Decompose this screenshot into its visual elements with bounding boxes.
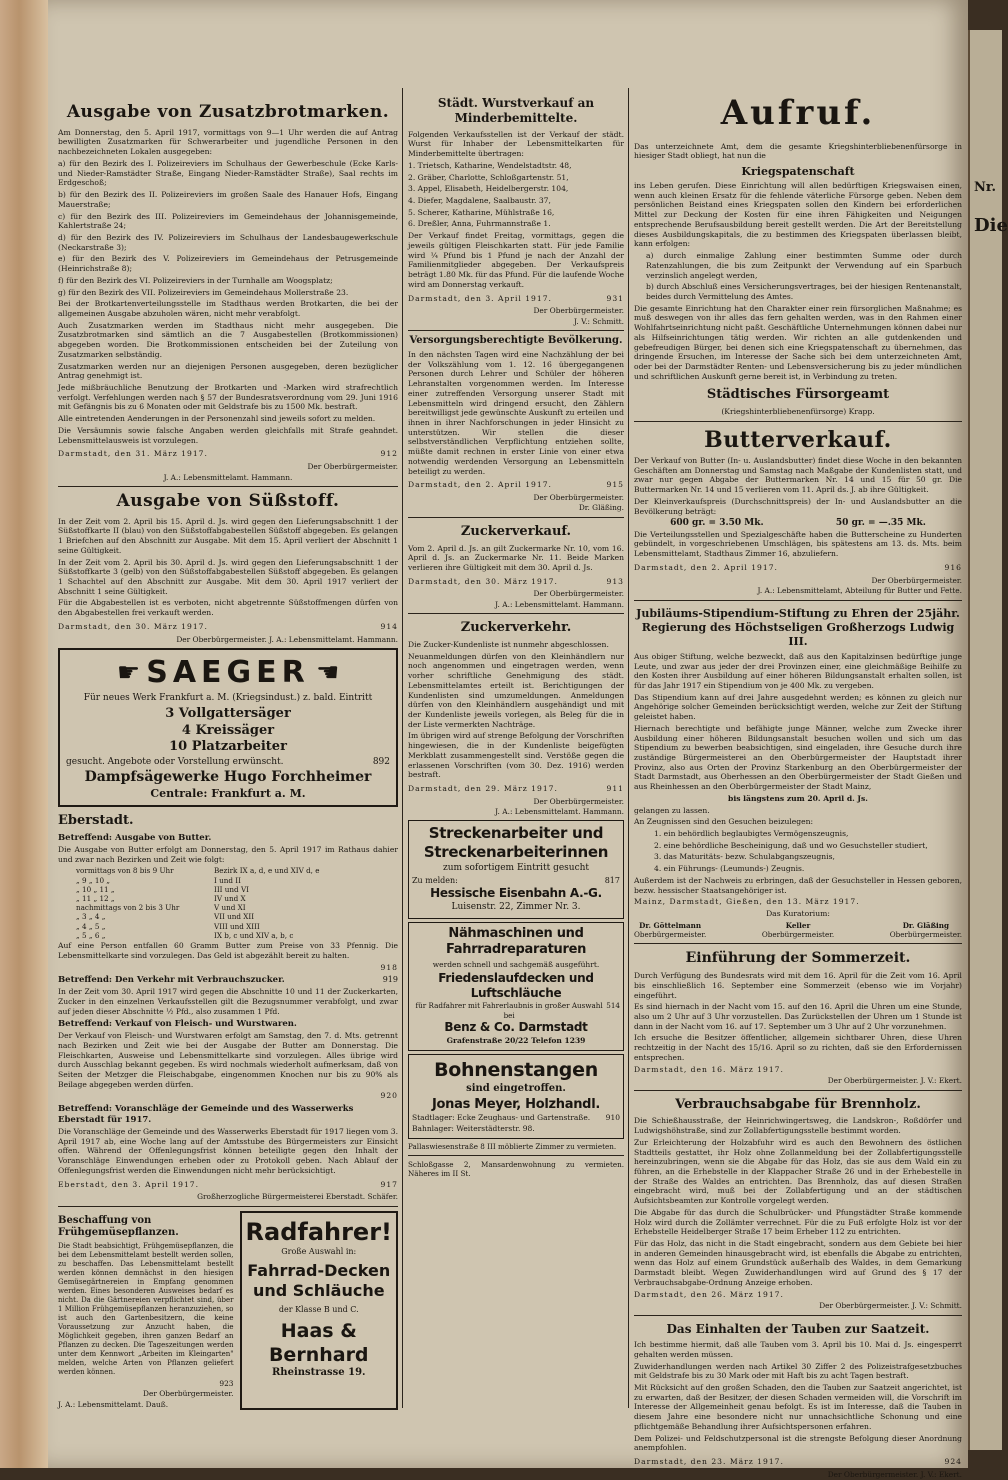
- notice-wurstverkauf: [408, 96, 624, 326]
- notice-eberstadt: [58, 813, 398, 1201]
- notice-text: Für das Holz, das nicht in die Stadt eingebracht, sondern aus dem Gebiete bei hier in anderen Gemeinden hinausgebracht wird, ist ebenfalls die Abgabe zu entrichten, wenn das Holz auf einem Grundstück außerhalb des Waldes, in dem Gemarkung Darmstadt bleibt. Wegen Zuwiderhandlungen wird auf Grund des § 17 der Verbrauchsabgabe-Ordnung Anzeige erhoben.: [634, 1239, 962, 1287]
- notice-fruehgemuese: [58, 1211, 234, 1410]
- notice-text: Die Voranschläge der Gemeinde und des Wasserwerks Eberstadt für 1917 liegen vom 3. April 1917 ab, eine Woche lang auf der Amtsstube des Bürgermeisters zur Einsicht offen. Während der Offenlegungsfrist können beteiligte gegen den Inhalt der Voranschläge Einwendungen erheben oder zu Protokoll geben. Nach Ablauf der Offenlegungsfrist werden die Einwendungen nicht mehr berücksichtigt.: [58, 1126, 398, 1175]
- schedule-row: nachmittags von 2 bis 3 Uhr V und XI: [76, 903, 246, 913]
- notice-sommerzeit: [634, 950, 962, 1086]
- notice-title: Versorgungsberechtigte Bevölkerung.: [409, 335, 623, 347]
- notice-versorgung: [408, 335, 624, 513]
- notice-text: Im übrigen wird auf strenge Befolgung der Vorschriften hingewiesen, die in der Kundenliste beigefügten Merkblatt zusammengestellt sind. Verstöße gegen die erlassenen Vorschriften (vom 30. Dez. 1916) werden bestraft.: [408, 731, 624, 780]
- ad-title: Bohnenstangen: [434, 1058, 598, 1081]
- notice-date: Darmstadt, den 23. März 1917.: [634, 1457, 784, 1467]
- list-item: 4. ein Führungs- (Leumunds-) Zeugnis.: [654, 864, 805, 874]
- column-3: [634, 92, 962, 1480]
- notice-text: Die Versäumnis sowie falsche Angaben werden gleichfalls mit Strafe geahndet. Lebensmittelausweis ist vorzulegen.: [58, 425, 398, 445]
- notice-date: Darmstadt, den 29. März 1917.: [408, 784, 558, 794]
- signatures: [634, 921, 962, 939]
- ad-streckenarbeiter: [408, 820, 624, 919]
- notice-number: 920: [380, 1091, 398, 1101]
- list-item: a) durch einmalige Zahlung einer bestimmten Summe oder durch Ratenzahlungen, die bis zum Zeitpunkt der Verwendung auf ein Sparbuch verzinslich angelegt werden,: [646, 251, 962, 280]
- notice-title: Jubiläums-Stipendium-Stiftung zu Ehren der 25jähr. Regierung des Höchstseligen Großherzogs Ludwig III.: [636, 606, 960, 648]
- signatory-title: Oberbürgermeister.: [889, 929, 962, 939]
- signature: Der Oberbürgermeister. J. V.: Schmitt.: [819, 1301, 962, 1311]
- notice-text: Das Stipendium kann auf drei Jahre ausgedehnt werden; es können zu gleich nur Angehörige solcher Gemeinden berücksichtigt werden, welche zur Zeit der Stiftung geleistet haben.: [634, 692, 962, 722]
- notice-title: Verbrauchsabgabe für Brennholz.: [675, 1096, 921, 1112]
- subject-line: Betreffend: Den Verkehr mit Verbrauchszucker. 919: [58, 975, 398, 986]
- notice-text: Vom 2. April d. Js. an gilt Zuckermarke Nr. 10, vom 16. April d. Js. an Zuckermarke Nr. 11. Beide Marken verlieren ihre Gültigkeit mit dem 30. April d. Js.: [408, 543, 624, 573]
- ad-text: sind eingetroffen.: [466, 1083, 566, 1094]
- notice-text: ins Leben gerufen. Diese Einrichtung will allen bedürftigen Kriegswaisen einen, wenn auch kleinen Ersatz für die fehlende väterliche Fürsorge geben. Neben dem persönlichen Beistand eines Kriegspaten sollen den Kindern bei erforderlichen Mittel zur Deckung der Kosten für eine ihren Fähigkeiten und Neigungen entsprechende Berufsausbildung bereit gestellt werden. Die Art der Bereitstellung dieses Ausbildungskapitals, die zu bestimmen des Kriegspaten überlassen bleibt, kann erfolgen:: [634, 181, 962, 249]
- signature: J. A.: Lebensmittelamt. Hammann.: [495, 807, 624, 817]
- schedule-row: vormittags von 8 bis 9 Uhr Bezirk IX a, d, e und XIV d, e: [76, 866, 320, 876]
- ad-text: Centrale: Frankfurt a. M.: [150, 787, 306, 801]
- divider: [634, 943, 962, 944]
- ad-text: für Radfahrer mit Fahrerlaubnis in großer Auswahl bei: [415, 1001, 603, 1020]
- ad-address: Stadtlager: Ecke Zeughaus- und Gartenstraße.: [412, 1113, 591, 1123]
- notice-zuckerverkauf: [408, 524, 624, 609]
- notice-suessstoff: [58, 491, 398, 644]
- notice-text: Am Donnerstag, den 5. April 1917, vormittags von 9—1 Uhr werden die auf Antrag bewilligten Zusatzmarken für Schwerarbeiter und jugendliche Personen in den nachbezeichneten Lokalen ausgegeben:: [58, 127, 398, 157]
- schedule-row: „ 9 „ 10 „ I und II: [76, 875, 241, 885]
- signature: Der Oberbürgermeister.: [307, 462, 398, 472]
- signature: J. A.: Lebensmittelamt. Hammann.: [495, 599, 624, 609]
- organization-name: Städtisches Fürsorgeamt: [706, 387, 890, 403]
- ad-number: 892: [372, 756, 390, 767]
- price: 600 gr. = 3.50 Mk.: [670, 518, 764, 529]
- signature: Der Oberbürgermeister. J. A.: Lebensmittelamt. Hammann.: [176, 634, 398, 644]
- notice-number: 912: [380, 449, 398, 459]
- notice-text: Auf eine Person entfallen 60 Gramm Butter zum Preise von 33 Pfennig. Die Lebensmittelkarte sind vorzulegen. Das Geld ist abgezählt bereit zu halten.: [58, 941, 398, 960]
- schedule-row: „ 3 „ 4 „ VII und XII: [76, 912, 255, 922]
- notice-subtitle: Kriegspatenschaft: [741, 164, 855, 178]
- signature: Der Oberbürgermeister. J. V.: Ekert.: [827, 1076, 962, 1086]
- notice-text: Die Verteilungsstellen und Spezialgeschäfte haben die Butterscheine zu Hunderten gebündelt, in vorgeschriebenen Umschlägen, bis spätestens am 13. ds. Mts. beim Lebensmittelamt, Stadthaus Zimmer 16, abzuliefern.: [634, 529, 962, 559]
- column-rule: [402, 88, 403, 1408]
- signatory: Dr. Göttelmann: [639, 920, 702, 930]
- signature: Der Oberbürgermeister.: [533, 796, 624, 806]
- divider: [408, 330, 624, 331]
- notice-text: Die Ausgabe von Butter erfolgt am Donnerstag, den 5. April 1917 im Rathaus dahier und zwar nach Bezirken und Zeit wie folgt:: [58, 844, 398, 864]
- notice-title: Eberstadt.: [58, 813, 134, 829]
- notice-title: Zuckerverkauf.: [460, 523, 572, 539]
- schedule-row: „ 4 „ 5 „ VIII und XIII: [76, 921, 260, 931]
- list-item: 1. Trietsch, Katharine, Wendelstadtstr. 48,: [408, 160, 572, 170]
- notice-number: 924: [944, 1457, 962, 1467]
- signature: Der Oberbürgermeister.: [533, 493, 624, 503]
- list-item: b) durch Abschluß eines Versicherungsvertrages, bei der hiesigen Rentenanstalt, beides durch Vermittelung des Amtes.: [646, 282, 962, 301]
- notice-title: Ausgabe von Zusatzbrotmarken.: [66, 102, 390, 122]
- list-item: 1. ein behördlich beglaubigtes Vermögenszeugnis,: [654, 829, 849, 838]
- notice-number: 914: [380, 621, 398, 631]
- list-item: 5. Scherer, Katharine, Mühlstraße 16,: [408, 207, 555, 217]
- notice-text: Hiernach berechtigte und befähigte junge Männer, welche zum Zwecke ihrer Ausbildung einer höheren Bildungsanstalt besuchen wollen und sich um das Stipendium zu bewerben beabsichtigen, sind eingeladen, ihre Gesuche durch ihre zuständige Bürgermeisterei an den Oberbürgermeister der Hauptstadt ihrer Provinz, also aus Orten der Provinz Starkenburg an den Oberbürgermeister der Stadt Darmstadt, aus Oberhessen an den Oberbürgermeister der Stadt Gießen und aus Rheinhessen an den Oberbürgermeister der Stadt Mainz,: [634, 723, 962, 792]
- notice-text: Dem Polizei- und Feldschutzpersonal ist die strengste Befolgung dieser Anordnung anempfohlen.: [634, 1433, 962, 1453]
- ad-address: Grafenstraße 20/22 Telefon 1239: [446, 1036, 586, 1046]
- notice-text: Für die Abgabestellen ist es verboten, nicht abgetrennte Süßstoffmengen dürfen von den Abgabestellen frei verkauft werden.: [58, 598, 398, 618]
- ad-text: Zu melden:: [412, 875, 458, 885]
- notice-text: Jede mißbräuchliche Benutzung der Brotkarten und -Marken wird strafrechtlich verfolgt. Verfehlungen werden nach § 57 der Bundesratsverordnung vom 29. Juni 1916 mit Gefängnis bis zu 6 Monaten oder mit Geldstrafe bis zu 1500 Mk. bestraft.: [58, 383, 398, 412]
- signatory-title: Oberbürgermeister.: [761, 929, 835, 939]
- notice-title: Zuckerverkehr.: [460, 620, 572, 636]
- deadline: bis längstens zum 20. April d. Js.: [728, 793, 868, 803]
- notice-text: Zuwiderhandlungen werden nach Artikel 30 Ziffer 2 des Polizeistrafgesetzbuches mit Geldstrafe bis zu 30 Mark oder mit Haft bis zu acht Tagen bestraft.: [634, 1361, 962, 1381]
- ad-text: Große Auswahl in:: [281, 1247, 357, 1257]
- ad-text: 10 Platzarbeiter: [169, 739, 287, 755]
- notice-tauben: [634, 1322, 962, 1479]
- notice-text: Die Abgabe für das durch die Schulbrücker- und Pfungstädter Straße kommende Holz wird durch die Zollämter verrechnet. Für die zu Fuß erfolgte Holz ist vor der Erhebstelle Heidelberger Straße 17 beim Erheber 112 zu entrichten.: [634, 1207, 962, 1237]
- notice-title: Ausgabe von Süßstoff.: [116, 490, 340, 511]
- subject-line: Betreffend: Voranschläge der Gemeinde und des Wasserwerks Eberstadt für 1917.: [58, 1104, 354, 1126]
- notice-text: Auch Zusatzmarken werden im Stadthaus nicht mehr ausgegeben. Die Zusatzbrotmarken sind sämtlich an die 7 Ausgabestellen (Brotkommissionen) abgegeben worden. Die Brotkommissionen entscheiden bei der Zuteilung von Zusatzmarken selbständig.: [58, 320, 398, 359]
- ad-number: 910: [605, 1113, 620, 1123]
- notice-text: Zusatzmarken werden nur an diejenigen Personen ausgegeben, deren bezüglicher Antrag genehmigt ist.: [58, 361, 398, 381]
- ad-title: Nähmaschinen und Fahrradreparaturen: [445, 925, 587, 958]
- subject-line: Betreffend: Ausgabe von Butter.: [58, 833, 212, 843]
- book-binding: [0, 0, 49, 1468]
- notice-number: 911: [606, 784, 624, 794]
- notice-number: 917: [380, 1179, 398, 1189]
- list-item: b) für den Bezirk des II. Polizeireviers im großen Saale des Hanauer Hofs, Eingang Mauerstraße;: [58, 190, 398, 209]
- signature: Der Oberbürgermeister.: [871, 575, 962, 585]
- notice-text: Aus obiger Stiftung, welche bezweckt, daß aus den Kapitalzinsen bedürftige junge Leute, und zwar aus jeder der drei Provinzen einer, eine gleichmäßige Beihilfe zu den Kosten ihrer Ausbildung auf einer höheren Bildungsanstalt erhalten sollen, ist für das Jahr 1917 ein Stipendium von je 400 Mk. zu vergeben.: [634, 651, 962, 690]
- notice-text: Bei der Brotkartenverteilungsstelle im Stadthaus werden Brotkarten, die bei der allgemeinen Ausgabe abzuholen wären, nicht mehr verabfolgt.: [58, 299, 398, 318]
- schedule-row: „ 5 „ 6 „ IX b, c und XIV a, b, c: [76, 930, 294, 940]
- signature: J. A.: Lebensmittelamt, Abteilung für Butter und Fette.: [757, 586, 962, 596]
- notice-date: Darmstadt, den 16. März 1917.: [634, 1064, 784, 1074]
- edge-text-a: Nr.: [974, 180, 997, 195]
- notice-date: Darmstadt, den 2. April 1917.: [408, 480, 552, 490]
- list-item: 2. eine behördliche Bescheinigung, daß und wo Gesuchsteller studiert,: [654, 840, 928, 850]
- notice-text: In der Zeit vom 2. April bis 15. April d. Js. wird gegen den Lieferungsabschnitt 1 der Süßstoffkarte II (blau) von den Süßstoffabgabestellen Süßstoff abgegeben. Es gelangen 1 Briefchen auf den Abschnitt zur Ausgabe. Mit dem 15. April verliert der Abschnitt 1 seine Gültigkeit.: [58, 516, 398, 555]
- ad-title: Radfahrer!: [245, 1217, 392, 1246]
- column-1: [58, 92, 398, 1410]
- pointing-hand-icon: ☛: [116, 657, 141, 688]
- subject-line: Betreffend: Verkauf von Fleisch- und Wurstwaren.: [58, 1019, 297, 1030]
- notice-text: In der Zeit vom 30. April 1917 wird gegen die Abschnitte 10 und 11 der Zuckerkarten, Zucker in den einzelnen Verkaufsstellen gilt die Bezugsnummer verabfolgt, und zwar auf jeden dieser Abschnitte ½ Pfd., also zusammen 1 Pfd.: [58, 987, 398, 1016]
- signatory: Keller: [785, 920, 811, 930]
- ad-bohnenstangen: [408, 1054, 624, 1139]
- divider: [408, 1155, 624, 1156]
- notice-text: Der Verkauf findet Freitag, vormittags, gegen die jeweils gültigen Fleischkarten statt. Für jede Familie wird ¼ Pfund bis 1 Pfund je nach der Anzahl der Familienmitglieder abgegeben. Der Verkaufspreis beträgt 1.80 Mk. für das Pfund. Für die laufende Woche wird am Donnerstag verkauft.: [408, 231, 624, 289]
- notice-text: In der Zeit vom 2. April bis 30. April d. Js. wird gegen den Lieferungsabschnitt 1 der Süßstoffkarte 3 (gelb) von den Süßstoffabgabestellen Süßstoff abgegeben. Es gelangen 1 Schachtel auf den Abschnitt zur Ausgabe. Mit dem 30. April 1917 verliert der Abschnitt 1 seine Gültigkeit.: [58, 557, 398, 596]
- ad-company: Hessische Eisenbahn A.-G.: [430, 885, 602, 900]
- ad-text: Für neues Werk Frankfurt a. M. (Kriegsindust.) z. bald. Eintritt: [83, 693, 373, 704]
- schedule-table: [76, 866, 398, 940]
- notice-text: Die gesamte Einrichtung hat den Charakter einer rein fürsorglichen Maßnahme; es muß deswegen von ihr alles das fern gehalten werden, was in den Rahmen einer Wohlfahrtseinrichtung nicht paßt. Geschäftliche Unternehmungen können dabei nur als Hilfseinrichtungen tätig werden. Wir richten an alle gutdenkenden und gebefreudigen Bürger, bei denen sich eine Kriegspatenschaft zu übernehmen, das dringende Ersuchen, im Interesse der Sache sich bei dem unterzeichneten Amt, oder bei der Darmstädter Renten- und Lebensversicherung bis zu jeder mündlichen und schriftlichen Auskunft gerne bereit ist, in Verbindung zu treten.: [634, 303, 962, 381]
- list-item: d) für den Bezirk des IV. Polizeireviers im Schulhaus der Landesbaugewerkschule (Neckarstraße 3);: [58, 232, 398, 252]
- ad-company: Benz & Co. Darmstadt: [444, 1019, 588, 1034]
- notice-title: Einführung der Sommerzeit.: [685, 950, 911, 967]
- notice-text: Mit Rücksicht auf den großen Schaden, den die Tauben zur Saatzeit angerichtet, ist zu erwarten, daß der Besitzer, der diesen Schaden vermeiden will, die Vorschrift im Interesse der Allgemeinheit genau befolgt. Es ist im Interesse, daß die Tauben in diesem Jahre eine besondere nicht nur unnachsichtliche Schonung und eine pflichtgemäße Behandlung ihrer Aufsichtspersonen erfahren.: [634, 1383, 962, 1431]
- notice-text: Die Stadt beabsichtigt, Frühgemüsepflanzen, die bei dem Lebensmittelamt bestellt werden sollen, zu beschaffen. Das Lebensmittelamt bestellt werden können demnächst in den hiesigen Gemüsegärtnereien in Empfang genommen werden. Eines besonderen Ausweises bedarf es nicht. Da die Gärtnereien verpflichtet sind, über 1 Million Frühgemüsepflanzen heranzuziehen, so ist auch den Gartenbesitzern, die keine Voraussetzung zur Anzucht haben, die Möglichkeit gegeben, ihren ganzen Bedarf an Pflanzen zu decken. Die Tageszeitungen werden unter dem Kennwort „Arbeiten im Kleingarten" melden, welche Arten von Pflanzen geliefert werden können.: [58, 1242, 234, 1376]
- ad-address: Rheinstrasse 19.: [272, 1367, 366, 1379]
- notice-date: Darmstadt, den 31. März 1917.: [58, 449, 208, 459]
- divider: [634, 1315, 962, 1316]
- notice-title: Das Einhalten der Tauben zur Saatzeit.: [666, 1321, 930, 1336]
- signature: J. V.: Schmitt.: [574, 316, 624, 326]
- notice-brennholz: [634, 1097, 962, 1311]
- notice-text: Außerdem ist der Nachweis zu erbringen, daß der Gesuchsteller in Hessen geboren, bezw. hessischer Staatsangehöriger ist.: [634, 875, 962, 895]
- ad-title: Streckenarbeiter und Streckenarbeiterinnen: [423, 823, 609, 861]
- notice-butterverkauf: [634, 426, 962, 596]
- signature: Der Oberbürgermeister.: [143, 1389, 234, 1399]
- ad-naehmaschinen: [408, 922, 624, 1051]
- next-page-edge: [968, 30, 1008, 1450]
- notice-number: 916: [944, 562, 962, 572]
- notice-text: In den nächsten Tagen wird eine Nachzählung der bei der Volkszählung vom 1. 12. 16 übergegangenen Personen durch Lehrer und Schüler der höheren Lehranstalten vorgenommen werden. Im Interesse einer zutreffenden Versorgung unserer Stadt mit Lebensmitteln wird dringend ersucht, den Zählern bereitwilligst jede gewünschte Auskunft zu erteilen und ihnen in ihrer Nachforschungen in jeder Hinsicht zu unterstützen. Wir stellen die dieser selbstverständlichen Verpflichtung entziehen sollte, müßte damit rechnen in erster Linie von einer etwa notwendig werdenden Versorgung an Lebensmitteln beteiligt zu werden.: [408, 349, 624, 476]
- list-item: 2. Gräber, Charlotte, Schloßgartenstr. 51,: [408, 172, 569, 182]
- schedule-row: „ 10 „ 11 „ III und VI: [76, 884, 249, 894]
- notice-date: Mainz, Darmstadt, Gießen, den 13. März 1917.: [634, 897, 860, 907]
- edge-text-b: Die: [974, 215, 1008, 236]
- signature: Der Oberbürgermeister.: [533, 589, 624, 599]
- notice-title: Städt. Wurstverkauf an Minderbemittelte.: [437, 96, 595, 126]
- ad-radfahrer: [240, 1211, 398, 1410]
- notice-text: Die Zucker-Kundenliste ist nunmehr abgeschlossen.: [408, 640, 609, 650]
- notice-number: 913: [606, 576, 624, 586]
- classified-ad: Pallaswiesenstraße 8 III möblierte Zimmer zu vermieten.: [408, 1141, 617, 1151]
- signatory-title: Oberbürgermeister.: [634, 929, 707, 939]
- notice-text: Neuanmeldungen dürfen von den Kleinhändlern nur noch angenommen und eingetragen werden, wenn vorher schriftliche Genehmigung des städt. Lebensmittelamtes erteilt ist. Berichtigungen der Kundenlisten sind umzumeldungen. Anmeldungen dürfen von den Kleinhändlern ausgehändigt und mit der Kundenliste jeweils vorlegen, als Beleg für die in der Liste vermerkten Nachträge.: [408, 651, 624, 729]
- divider: [634, 421, 962, 422]
- list-item: 6. Dreßler, Anna, Fuhrmannstraße 1.: [408, 219, 551, 229]
- notice-date: Darmstadt, den 3. April 1917.: [408, 293, 552, 303]
- ad-text: 3 Vollgattersäger: [165, 706, 291, 721]
- ad-text: 4 Kreissäger: [181, 722, 275, 738]
- ad-number: 514: [606, 1001, 620, 1011]
- notice-date: Darmstadt, den 30. März 1917.: [408, 576, 558, 586]
- divider: [58, 486, 398, 487]
- notice-number: 918: [380, 962, 398, 972]
- notice-title: Beschaffung von Frühgemüsepflanzen.: [58, 1214, 179, 1239]
- signature: Der Oberbürgermeister. J. V.: Ekert.: [827, 1469, 962, 1479]
- signature: Dr. Gläßing.: [578, 503, 624, 513]
- list-item: c) für den Bezirk des III. Polizeireviers im Gemeindehaus der Johannisgemeinde, Kahlertstraße 24;: [58, 211, 398, 231]
- notice-text: gelangen zu lassen.: [634, 805, 710, 815]
- ad-title: SAEGER: [146, 655, 310, 691]
- ad-text: der Klasse B und C.: [278, 1304, 359, 1314]
- notice-text: Folgenden Verkaufsstellen ist der Verkauf der städt. Wurst für Inhaber der Lebensmittelkarten für Minderbemittelte übertragen:: [408, 129, 624, 159]
- list-item: 3. das Maturitäts- bezw. Schulabgangszeugnis,: [654, 852, 835, 862]
- divider: [408, 613, 624, 614]
- notice-title: Aufruf.: [720, 93, 876, 133]
- divider: [634, 600, 962, 601]
- list-item: g) für den Bezirk des VII. Polizeireviers im Gemeindehaus Mollerstraße 23.: [58, 287, 349, 297]
- divider: [408, 517, 624, 518]
- ad-company: Haas & Bernhard: [268, 1319, 369, 1367]
- notice-text: Der Kleinverkaufspreis (Durchschnittspreis) der In- und Auslandsbutter an die Bevölkerung beträgt:: [634, 496, 962, 516]
- ad-saeger: [58, 648, 398, 807]
- ad-number: 817: [604, 875, 620, 885]
- column-2: [408, 92, 624, 1180]
- notice-number: 923: [219, 1378, 234, 1388]
- notice-text: Die Schießhausstraße, der Heinrichwingertsweg, die Landskron-, Roßdörfer und Ludwigshöhstraße, sind zur Zollabfertigungsstelle bestimmt worden.: [634, 1116, 962, 1136]
- signatory: Dr. Gläßing: [902, 920, 950, 930]
- ad-company: Dampfsägewerke Hugo Forchheimer: [84, 769, 372, 786]
- ad-text: werden schnell und sachgemäß ausgeführt.: [432, 959, 600, 969]
- notice-text: Alle eintretenden Aenderungen in der Personenzahl sind jeweils sofort zu melden.: [58, 414, 376, 424]
- notice-text: An Zeugnissen sind den Gesuchen beizulegen:: [634, 817, 814, 827]
- notice-text: Zur Erleichterung der Holzabfuhr wird es auch den Bewohnern des östlichen Stadtteils gestattet, ihr Holz ohne Zollanmeldung bei der Zollabfertigungsstelle hereinzubringen, wenn sie die Abgabe für das Holz, das sie aus dem Wald ein zu führen, an die Erhebstelle in der Klappacher Straße 26 und in der Erhebestelle in der Straße des Waldes an entrichten. Das Brennholz, das auf diesen Straßen eingebracht wird, muß bei der Zollabfertigung und an der städtischen Aufsichtsbeamten zur Kontrolle vorgelegt werden.: [634, 1137, 962, 1206]
- signature: Der Oberbürgermeister.: [533, 306, 624, 316]
- list-item: 3. Appel, Elisabeth, Heidelbergerstr. 104,: [408, 184, 569, 194]
- signature: J. A.: Lebensmittelamt. Dauß.: [58, 1399, 169, 1409]
- column-rule: [628, 88, 629, 1408]
- notice-text: Ich bestimme hiermit, daß alle Tauben vom 3. April bis 10. Mai d. Js. eingesperrt gehalten werden müssen.: [634, 1340, 962, 1359]
- divider: [634, 1090, 962, 1091]
- list-item: a) für den Bezirk des I. Polizeireviers im Schulhaus der Gewerbeschule (Ecke Karls- und Nieder-Ramstädter Straße, Eingang Nieder-Ramstädter Straße), Saal rechts im Erdgeschoß;: [58, 158, 398, 188]
- signature: J. A.: Lebensmittelamt. Hammann.: [163, 472, 293, 482]
- notice-aufruf: [634, 92, 962, 417]
- notice-zuckerverkehr: [408, 620, 624, 816]
- list-item: f) für den Bezirk des VI. Polizeireviers in der Turnhalle am Woogsplatz;: [58, 275, 333, 285]
- ad-address: Luisenstr. 22, Zimmer Nr. 3.: [451, 902, 581, 913]
- ad-address: Bahnlager: Weiterstädterstr. 98.: [412, 1124, 535, 1134]
- ad-company: Jonas Meyer, Holzhandl.: [432, 1096, 600, 1112]
- notice-text: Es sind hiernach in der Nacht vom 15. auf den 16. April die Uhren um eine Stunde, also um 2 Uhr auf 3 Uhr vorzustellen. Das Zurückstellen der Uhren um 1 Stunde ist dann in der Nacht vom 16. auf 17. September um 3 Uhr auf 2 Uhr vorzunehmen.: [634, 1002, 962, 1031]
- notice-date: Darmstadt, den 2. April 1917.: [634, 562, 778, 572]
- divider: [58, 1206, 398, 1207]
- notice-number: 931: [606, 293, 624, 303]
- notice-date: Darmstadt, den 26. März 1917.: [634, 1289, 784, 1299]
- notice-text: Das unterzeichnete Amt, dem die gesamte Kriegshinterbliebenenfürsorge in hiesiger Stadt obliegt, hat nun die: [634, 141, 962, 161]
- price: 50 gr. = —.35 Mk.: [835, 518, 926, 529]
- notice-number: 915: [606, 480, 624, 490]
- notice-date: Eberstadt, den 3. April 1917.: [58, 1179, 200, 1189]
- notice-text: Durch Verfügung des Bundesrats wird mit dem 16. April für die Zeit vom 16. April bis einschließlich 16. September eine Sommerzeit (ebenso wie im Vorjahr) eingeführt.: [634, 971, 962, 1000]
- notice-zusatzbrotmarken: [58, 102, 398, 482]
- list-item: e) für den Bezirk des V. Polizeireviers im Gemeindehaus der Petrusgemeinde (Heinrichstraße 8);: [58, 254, 398, 274]
- board-label: Das Kuratorium:: [766, 909, 830, 919]
- pointing-hand-icon: ☛: [315, 657, 340, 688]
- notice-text: Ich ersuche die Besitzer öffentlicher, allgemein sichtbarer Uhren, diese Uhren rechtzeitig in der Nacht des 15/16. April so zu richten, daß sie den Erfordernissen entsprechen.: [634, 1033, 962, 1062]
- schedule-row: „ 11 „ 12 „ IV und X: [76, 893, 246, 903]
- ad-text: Friedenslaufdecken und Luftschläuche: [438, 970, 594, 1000]
- classified-ad: Schloßgasse 2, Mansardenwohnung zu vermieten. Näheres im II St.: [408, 1159, 624, 1179]
- notice-title: Butterverkauf.: [704, 426, 892, 453]
- ad-text: gesucht. Angebote oder Vorstellung erwünscht.: [66, 756, 284, 767]
- signature: Großherzogliche Bürgermeisterei Eberstadt. Schäfer.: [197, 1192, 398, 1202]
- notice-jubilaeum: [634, 607, 962, 940]
- notice-text: Der Verkauf von Fleisch- und Wurstwaren erfolgt am Samstag, den 7. d. Mts. getrennt nach Bezirken und Zeit wie bei der Ausgabe der Butter am Donnerstag. Die Fleischkarten, Ausweise und Lebensmittelkarte sind vorzulegen. Alles übrige wird durch Ausschlag bekannt gegeben. Es wird nochmals wiederholt aufmerksam, daß von Seiten der Metzger die Fleischabgabe, eingenommen Knochen nur bis zu 90% als Beilage abgegeben werden dürfen.: [58, 1031, 398, 1089]
- ad-text: Fahrrad-Decken und Schläuche: [247, 1260, 391, 1301]
- organization-subtitle: (Kriegshinterbliebenenfürsorge) Krapp.: [721, 407, 875, 417]
- notice-date: Darmstadt, den 30. März 1917.: [58, 621, 208, 631]
- list-item: 4. Diefer, Magdalene, Saalbaustr. 37,: [408, 196, 551, 206]
- notice-text: Der Verkauf von Butter (In- u. Auslandsbutter) findet diese Woche in den bekannten Geschäften am Donnerstag und Samstag nach Maßgabe der Kundenlisten statt, und zwar nur gegen Abgabe der Buttermarken Nr. 14 und 15 für 50 gr. Die Buttermarken Nr. 14 und 15 verlieren vom 11. April ds. J. ab ihre Gültigkeit.: [634, 455, 962, 495]
- ad-text: zum sofortigem Eintritt gesucht: [442, 863, 590, 874]
